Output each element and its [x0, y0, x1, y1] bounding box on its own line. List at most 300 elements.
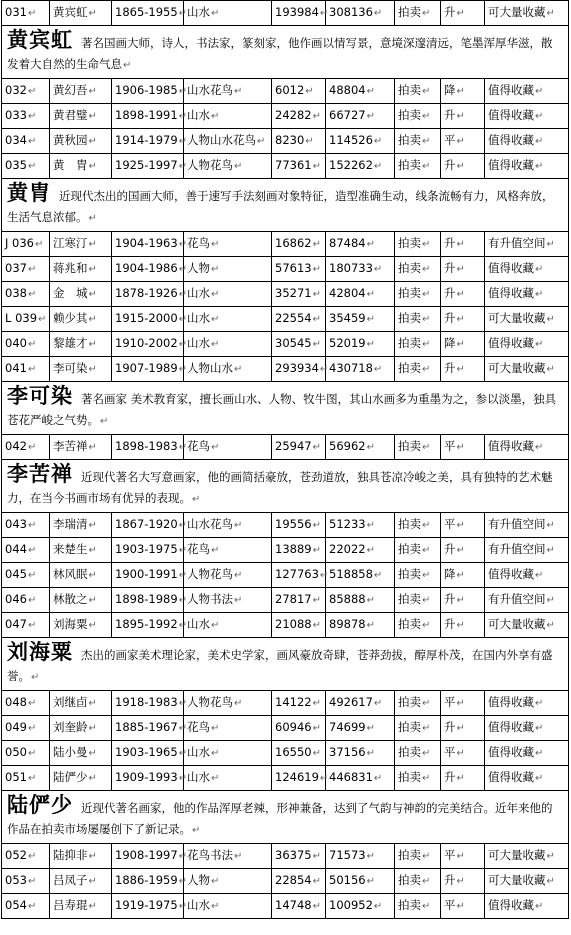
artist-years-cell: [112, 894, 188, 919]
artist-name: 来楚生: [53, 542, 88, 556]
paragraph-mark: ↵: [312, 545, 321, 556]
paragraph-mark: ↵: [178, 876, 188, 887]
value-2-cell: [326, 588, 395, 613]
value-1: 8230: [275, 133, 305, 147]
bio-row: [2, 179, 569, 232]
paragraph-mark: ↵: [88, 748, 97, 759]
value-1: 6012: [275, 83, 305, 97]
paragraph-mark: ↵: [366, 239, 375, 250]
paragraph-mark: ↵: [211, 111, 220, 122]
painter-price-table: [1, 0, 569, 919]
artist-years: 1903-1965: [115, 745, 178, 759]
value-1: 124619: [275, 770, 319, 784]
artist-name-cell: [50, 154, 112, 179]
paragraph-mark: ↵: [319, 364, 329, 375]
paragraph-mark: ↵: [234, 364, 243, 375]
paragraph-mark: ↵: [422, 620, 431, 631]
paragraph-mark: ↵: [456, 264, 465, 275]
artist-years: 1910-2002: [115, 336, 178, 350]
sale-method-cell: [395, 844, 441, 869]
artist-genre-cell: [184, 154, 272, 179]
sale-method: 拍卖: [398, 770, 421, 784]
artist-name-cell: [50, 869, 112, 894]
row-number-cell: [2, 129, 50, 154]
paragraph-mark: ↵: [422, 901, 431, 912]
price-trend: 平: [444, 439, 456, 453]
paragraph-mark: ↵: [422, 136, 431, 147]
value-2: 52019: [329, 336, 366, 350]
collection-comment-cell: [485, 357, 569, 382]
paragraph-mark: ↵: [373, 264, 383, 275]
artist-genre: 山水花鸟: [187, 517, 233, 531]
paragraph-mark: ↵: [456, 723, 465, 734]
value-2-cell: [326, 1, 395, 26]
collection-comment: 有升值空间: [488, 592, 546, 606]
paragraph-mark: ↵: [192, 825, 201, 836]
paragraph-mark: ↵: [178, 723, 188, 734]
collection-comment: 值得收藏: [488, 898, 534, 912]
artist-years: 1925-1997: [115, 158, 178, 172]
value-2-cell: [326, 282, 395, 307]
paragraph-mark: ↵: [535, 901, 544, 912]
price-trend: 升: [444, 5, 456, 19]
price-trend-cell: [441, 307, 485, 332]
paragraph-mark: ↵: [27, 8, 37, 19]
artist-name-cell: [50, 307, 112, 332]
collection-comment-cell: [485, 129, 569, 154]
paragraph-mark: ↵: [88, 314, 97, 325]
value-2: 48804: [329, 83, 366, 97]
table-row: [2, 613, 569, 638]
price-trend: 升: [444, 108, 456, 122]
value-1-cell: [272, 613, 326, 638]
paragraph-mark: ↵: [546, 876, 555, 887]
table-row: [2, 435, 569, 460]
paragraph-mark: ↵: [27, 111, 37, 122]
row-number: 048: [5, 695, 27, 709]
value-1-cell: [272, 513, 326, 538]
sale-method: 拍卖: [398, 361, 421, 375]
value-1: 25947: [275, 439, 312, 453]
price-trend-cell: [441, 257, 485, 282]
table-row: [2, 691, 569, 716]
bio-text: 著名国画大师，诗人，书法家，篆刻家，他作画以情写景，意境深邃清远，笔墨浑厚华滋，散发着大自然的生命气息: [7, 36, 553, 71]
collection-comment: 有升值空间: [488, 517, 546, 531]
table-row: [2, 766, 569, 791]
sale-method-cell: [395, 332, 441, 357]
value-1: 14122: [275, 695, 312, 709]
value-2: 35459: [329, 311, 366, 325]
row-number-cell: [2, 513, 50, 538]
table-row: [2, 844, 569, 869]
artist-years: 1904-1986: [115, 261, 178, 275]
sale-method-cell: [395, 741, 441, 766]
artist-genre: 山水: [187, 311, 210, 325]
collection-comment: 有升值空间: [488, 542, 546, 556]
value-2: 42804: [329, 286, 366, 300]
collection-comment: 值得收藏: [488, 261, 534, 275]
row-number: 040: [5, 336, 27, 350]
paragraph-mark: ↵: [319, 773, 329, 784]
paragraph-mark: ↵: [456, 161, 465, 172]
paragraph-mark: ↵: [312, 111, 321, 122]
row-number-cell: [2, 357, 50, 382]
paragraph-mark: ↵: [192, 494, 201, 505]
paragraph-mark: ↵: [312, 620, 321, 631]
paragraph-mark: ↵: [27, 723, 37, 734]
price-trend-cell: [441, 332, 485, 357]
row-number-cell: [2, 79, 50, 104]
artist-years-cell: [112, 435, 188, 460]
paragraph-mark: ↵: [27, 698, 37, 709]
table-row: [2, 741, 569, 766]
paragraph-mark: ↵: [27, 289, 37, 300]
paragraph-mark: ↵: [88, 364, 97, 375]
paragraph-mark: ↵: [535, 698, 544, 709]
artist-genre: 山水: [187, 745, 210, 759]
paragraph-mark: ↵: [178, 620, 188, 631]
bio-row: [2, 638, 569, 691]
artist-name-cell: [50, 588, 112, 613]
row-number-cell: [2, 588, 50, 613]
artist-genre-cell: [184, 357, 272, 382]
table-row: [2, 79, 569, 104]
paragraph-mark: ↵: [366, 545, 375, 556]
paragraph-mark: ↵: [546, 314, 555, 325]
value-1: 21088: [275, 617, 312, 631]
table-row: [2, 232, 569, 257]
artist-years: 1915-2000: [115, 311, 178, 325]
artist-years-cell: [112, 691, 188, 716]
bio-row: [2, 460, 569, 513]
paragraph-mark: ↵: [35, 239, 44, 250]
artist-genre-cell: [184, 588, 272, 613]
paragraph-mark: ↵: [234, 851, 243, 862]
value-2-cell: [326, 691, 395, 716]
paragraph-mark: ↵: [546, 520, 555, 531]
bio-artist-name: 黄宾虹: [7, 27, 73, 52]
paragraph-mark: ↵: [456, 86, 465, 97]
paragraph-mark: ↵: [456, 545, 465, 556]
artist-years: 1867-1920: [115, 517, 178, 531]
bio-text: 杰出的画家美术理论家，美术史学家，画风豪放奇肆，苍莽劲拔，醇厚朴茂，在国内外享有盛誉。: [7, 648, 553, 683]
paragraph-mark: ↵: [456, 851, 465, 862]
paragraph-mark: ↵: [366, 620, 375, 631]
value-1: 22854: [275, 873, 312, 887]
value-1: 13889: [275, 542, 312, 556]
paragraph-mark: ↵: [366, 723, 375, 734]
row-number: 032: [5, 83, 27, 97]
artist-name: 刘海粟: [53, 617, 88, 631]
paragraph-mark: ↵: [456, 520, 465, 531]
value-1: 127763: [275, 567, 319, 581]
collection-comment-cell: [485, 766, 569, 791]
row-number-cell: [2, 232, 50, 257]
artist-name: 黄君璧: [53, 108, 88, 122]
value-1-cell: [272, 766, 329, 791]
value-2: 89878: [329, 617, 366, 631]
artist-bio-cell: [2, 382, 569, 435]
value-1-cell: [272, 1, 329, 26]
row-number: 038: [5, 286, 27, 300]
paragraph-mark: ↵: [178, 339, 188, 350]
paragraph-mark: ↵: [178, 851, 188, 862]
table-row: [2, 894, 569, 919]
artist-name: 黄幻吾: [53, 83, 88, 97]
artist-name: 赖少其: [53, 311, 88, 325]
row-number-cell: [2, 716, 50, 741]
collection-comment-cell: [485, 435, 569, 460]
paragraph-mark: ↵: [456, 8, 465, 19]
paragraph-mark: ↵: [27, 901, 37, 912]
value-2: 518858: [329, 567, 373, 581]
sale-method-cell: [395, 357, 441, 382]
artist-genre-cell: [184, 844, 272, 869]
value-1: 30545: [275, 336, 312, 350]
paragraph-mark: ↵: [366, 876, 375, 887]
paragraph-mark: ↵: [422, 851, 431, 862]
paragraph-mark: ↵: [312, 723, 321, 734]
value-1-cell: [272, 691, 326, 716]
collection-comment: 可大量收藏: [488, 5, 546, 19]
paragraph-mark: ↵: [456, 570, 465, 581]
paragraph-mark: ↵: [234, 595, 243, 606]
paragraph-mark: ↵: [88, 773, 97, 784]
price-trend-cell: [441, 869, 485, 894]
paragraph-mark: ↵: [305, 86, 314, 97]
row-number: 044: [5, 542, 27, 556]
paragraph-mark: ↵: [535, 136, 544, 147]
price-trend-cell: [441, 513, 485, 538]
artist-name: 李瑞清: [53, 517, 88, 531]
paragraph-mark: ↵: [373, 161, 383, 172]
paragraph-mark: ↵: [234, 570, 243, 581]
collection-comment-cell: [485, 232, 569, 257]
table-row: [2, 1, 569, 26]
price-trend: 平: [444, 695, 456, 709]
paragraph-mark: ↵: [88, 595, 97, 606]
paragraph-mark: ↵: [305, 136, 314, 147]
paragraph-mark: ↵: [88, 851, 97, 862]
paragraph-mark: ↵: [366, 289, 375, 300]
artist-bio-cell: [2, 638, 569, 691]
value-1-cell: [272, 538, 326, 563]
paragraph-mark: ↵: [88, 136, 97, 147]
paragraph-mark: ↵: [178, 545, 188, 556]
paragraph-mark: ↵: [178, 111, 188, 122]
artist-genre: 山水: [187, 5, 210, 19]
artist-name: 黄 胄: [53, 158, 88, 172]
paragraph-mark: ↵: [27, 161, 37, 172]
artist-name-cell: [50, 104, 112, 129]
value-1: 27817: [275, 592, 312, 606]
artist-genre: 人物花鸟: [187, 695, 233, 709]
artist-name-cell: [50, 129, 112, 154]
table-row: [2, 538, 569, 563]
sale-method: 拍卖: [398, 617, 421, 631]
value-2-cell: [326, 129, 395, 154]
artist-name-cell: [50, 257, 112, 282]
paragraph-mark: ↵: [88, 86, 97, 97]
sale-method-cell: [395, 435, 441, 460]
paragraph-mark: ↵: [535, 773, 544, 784]
artist-name-cell: [50, 538, 112, 563]
paragraph-mark: ↵: [234, 520, 243, 531]
paragraph-mark: ↵: [211, 8, 220, 19]
bio-text: 近现代杰出的国画大师，善于速写手法刻画对象特征，造型准确生动，线条流畅有力，风格奔放，生活气息浓郁。: [7, 189, 554, 224]
artist-genre-cell: [184, 104, 272, 129]
paragraph-mark: ↵: [38, 314, 47, 325]
sale-method: 拍卖: [398, 567, 421, 581]
row-number-cell: [2, 766, 50, 791]
paragraph-mark: ↵: [535, 442, 544, 453]
paragraph-mark: ↵: [178, 289, 188, 300]
artist-years-cell: [112, 563, 188, 588]
value-2: 85888: [329, 592, 366, 606]
price-trend: 升: [444, 592, 456, 606]
price-trend-cell: [441, 766, 485, 791]
paragraph-mark: ↵: [100, 416, 109, 427]
price-trend: 平: [444, 745, 456, 759]
price-trend: 升: [444, 542, 456, 556]
paragraph-mark: ↵: [312, 876, 321, 887]
artist-name-cell: [50, 844, 112, 869]
artist-name-cell: [50, 1, 112, 26]
row-number: 046: [5, 592, 27, 606]
value-1-cell: [272, 79, 326, 104]
price-trend: 降: [444, 83, 456, 97]
artist-genre-cell: [184, 716, 272, 741]
collection-comment: 值得收藏: [488, 770, 534, 784]
artist-name-cell: [50, 716, 112, 741]
collection-comment-cell: [485, 1, 569, 26]
paragraph-mark: ↵: [88, 876, 97, 887]
value-2-cell: [326, 563, 395, 588]
value-2: 100952: [329, 898, 373, 912]
bio-artist-name: 黄胄: [7, 180, 51, 205]
paragraph-mark: ↵: [88, 111, 97, 122]
table-row: [2, 869, 569, 894]
table-row: [2, 104, 569, 129]
paragraph-mark: ↵: [546, 851, 555, 862]
artist-genre-cell: [184, 232, 272, 257]
price-trend: 升: [444, 770, 456, 784]
price-trend: 升: [444, 236, 456, 250]
price-trend: 降: [444, 567, 456, 581]
artist-name-cell: [50, 894, 112, 919]
row-number: 047: [5, 617, 27, 631]
paragraph-mark: ↵: [535, 86, 544, 97]
value-1: 16550: [275, 745, 312, 759]
bio-row: [2, 382, 569, 435]
table-row: [2, 257, 569, 282]
collection-comment-cell: [485, 716, 569, 741]
collection-comment: 可大量收藏: [488, 848, 546, 862]
sale-method-cell: [395, 79, 441, 104]
value-2: 37156: [329, 745, 366, 759]
value-2-cell: [326, 513, 395, 538]
value-2-cell: [326, 869, 395, 894]
row-number-cell: [2, 154, 50, 179]
paragraph-mark: ↵: [312, 595, 321, 606]
collection-comment: 可大量收藏: [488, 873, 546, 887]
artist-name: 黄宾虹: [53, 5, 88, 19]
artist-years-cell: [112, 307, 188, 332]
collection-comment: 值得收藏: [488, 108, 534, 122]
value-2-cell: [326, 79, 395, 104]
value-1: 14748: [275, 898, 312, 912]
value-1-cell: [272, 894, 326, 919]
value-1-cell: [272, 741, 326, 766]
bio-artist-name: 李可染: [7, 383, 73, 408]
artist-years-cell: [112, 1, 188, 26]
row-number: 054: [5, 898, 27, 912]
price-trend-cell: [441, 282, 485, 307]
paragraph-mark: ↵: [373, 773, 383, 784]
artist-name-cell: [50, 613, 112, 638]
value-1-cell: [272, 716, 326, 741]
row-number: 035: [5, 158, 27, 172]
paragraph-mark: ↵: [319, 570, 329, 581]
paragraph-mark: ↵: [422, 723, 431, 734]
artist-years: 1898-1989: [115, 592, 178, 606]
row-number-cell: [2, 869, 50, 894]
paragraph-mark: ↵: [546, 364, 555, 375]
artist-genre-cell: [184, 894, 272, 919]
sale-method: 拍卖: [398, 898, 421, 912]
collection-comment-cell: [485, 869, 569, 894]
paragraph-mark: ↵: [422, 339, 431, 350]
paragraph-mark: ↵: [27, 264, 37, 275]
paragraph-mark: ↵: [366, 339, 375, 350]
paragraph-mark: ↵: [88, 239, 97, 250]
sale-method: 拍卖: [398, 517, 421, 531]
artist-name: 江寒汀: [53, 236, 88, 250]
sale-method: 拍卖: [398, 873, 421, 887]
artist-genre-cell: [184, 691, 272, 716]
paragraph-mark: ↵: [211, 545, 220, 556]
paragraph-mark: ↵: [88, 8, 97, 19]
artist-genre-cell: [184, 282, 272, 307]
sale-method-cell: [395, 588, 441, 613]
sale-method-cell: [395, 129, 441, 154]
paragraph-mark: ↵: [422, 595, 431, 606]
artist-years: 1918-1983: [115, 695, 178, 709]
paragraph-mark: ↵: [422, 239, 431, 250]
price-trend-cell: [441, 741, 485, 766]
artist-bio-cell: [2, 460, 569, 513]
value-1-cell: [272, 129, 326, 154]
collection-comment-cell: [485, 282, 569, 307]
paragraph-mark: ↵: [422, 264, 431, 275]
artist-years: 1885-1967: [115, 720, 178, 734]
bio-row: [2, 791, 569, 844]
artist-genre: 人物山水花鸟: [187, 133, 256, 147]
price-trend: 平: [444, 898, 456, 912]
sale-method: 拍卖: [398, 745, 421, 759]
value-1-cell: [272, 232, 326, 257]
sale-method-cell: [395, 513, 441, 538]
artist-genre-cell: [184, 513, 272, 538]
paragraph-mark: ↵: [546, 239, 555, 250]
artist-name: 金 城: [53, 286, 88, 300]
sale-method-cell: [395, 104, 441, 129]
paragraph-mark: ↵: [27, 748, 37, 759]
artist-name: 黎雄才: [53, 336, 88, 350]
collection-comment: 值得收藏: [488, 745, 534, 759]
artist-years: 1914-1979: [115, 133, 178, 147]
artist-genre-cell: [184, 79, 272, 104]
